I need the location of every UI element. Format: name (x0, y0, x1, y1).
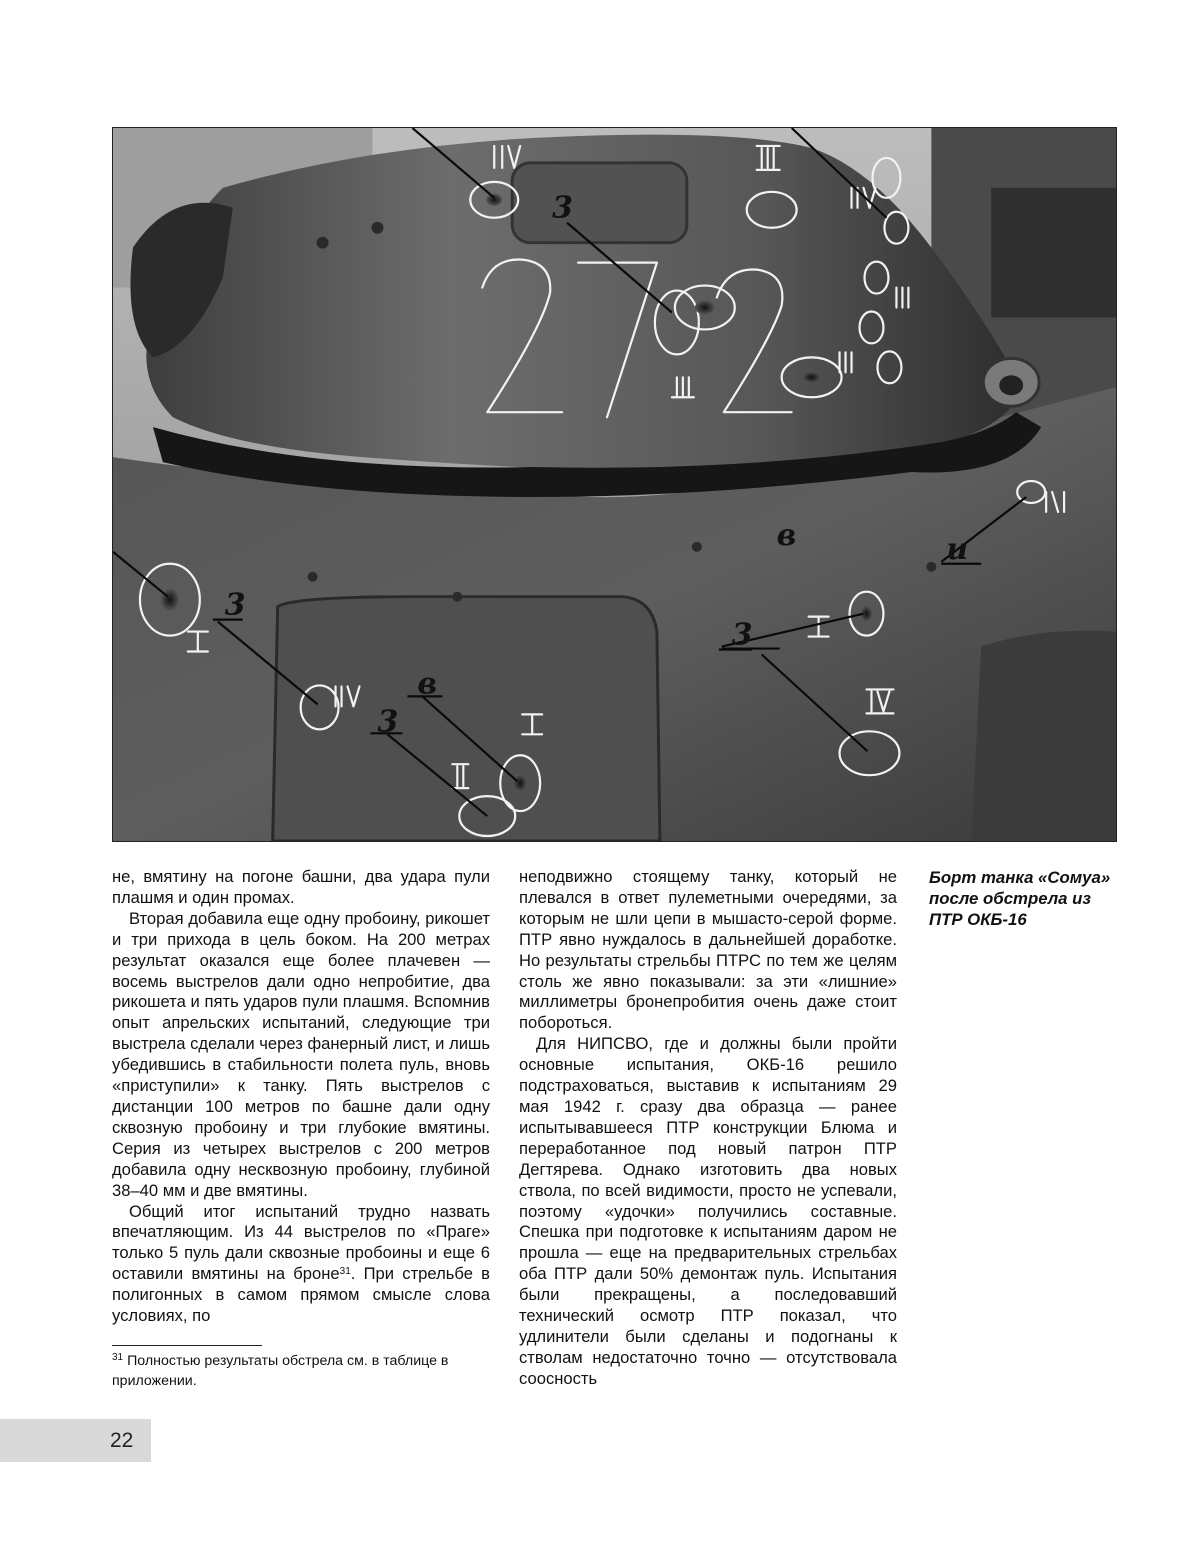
hit-mark-label: 3 (377, 704, 399, 740)
photo-caption: Борт танка «Сомуа» после обстрела из ПТР ОКБ-16 (929, 868, 1111, 929)
paragraph: Вторая добавила еще одну пробоину, рикошет и три прихода в цель боком. На 200 метрах результат оказался еще более плачевен — восемь выстрелов дали одно непробитие, два рикошета и пять ударов пули плашмя. Вспомнив опыт апрельских испытаний, следующие три выстрела сделали через фанерный лист, и лишь убедившись в стабильности полета пуль, вновь «приступили» к танку. Пять выстрелов с дистанции 100 метров по башне дали одну сквозную пробоину и три глубокие вмятины. Серия из четырех выстрелов с 200 метров добавила одну несквозную пробоину, глубиной 38–40 мм и две вмятины. (112, 908, 490, 1200)
paragraph-text: Общий итог испытаний трудно назвать впечатляющим. Из 44 выстрелов по «Праге» только 5 пуль дали сквозные пробоины и еще 6 оставили вмятины на броне (112, 1201, 490, 1284)
paragraph: не, вмятину на погоне башни, два удара пули плашмя и один промах. (112, 867, 490, 907)
hit-mark-label: 3 (731, 617, 753, 653)
hit-mark-label: в (417, 666, 438, 702)
tank-photo (112, 127, 1117, 842)
footnote-text: Полностью результаты обстрела см. в таблице в приложении. (112, 1353, 449, 1389)
tank-photo-drawing (113, 128, 1116, 841)
hit-mark-label: 3 (552, 190, 573, 226)
footnote-divider (112, 1345, 262, 1346)
paragraph-text: . При стрельбе в полигонных в самом прямом смысле слова условиях, по (112, 1264, 490, 1326)
paragraph: Для НИПСВО, где и должны были пройти основные испытания, ОКБ-16 решило подстраховаться, выставив к испытаниям 29 мая 1942 г. сразу два образца — ранее испытывавшееся ПТР конструкции Блюма и переработанное под новый патрон ПТР Дегтярева. Однако изготовить два новых ствола, по всей видимости, просто не успевали, поэтому «удочки» получились составные. Спешка при подготовке к испытаниям даром не прошла — еще на предварительных стрельбах оба ПТР дали 50% демонтаж пуль. Испытания были прекращены, а последовавший технический осмотр ПТР показал, что удлинители были сделаны и подогнаны к стволам недостаточно точно — отсутствовала соосность (519, 1034, 897, 1388)
page-number: 22 (110, 1429, 134, 1452)
text-column-left (112, 867, 490, 1327)
paragraph (112, 1202, 490, 1327)
hit-mark-label: 3 (224, 587, 246, 623)
text-column-right (519, 867, 897, 1390)
paragraph: неподвижно стоящему танку, который не плевался в ответ пулеметными очередями, за которым не шли цепи в мышасто-серой форме. ПТР явно нуждалось в дальнейшей доработке. Но результаты стрельбы ПТРС по тем же целям столь же явно показывали: за эти «лишние» миллиметры бронепробития очень даже стоит побороться. (519, 867, 897, 1033)
footnote (112, 1351, 490, 1391)
hit-mark-label: в (776, 517, 797, 553)
footnote-reference: 31 (339, 1266, 351, 1278)
hit-mark-label: и (946, 531, 969, 567)
footnote-number: 31 (112, 1352, 124, 1363)
